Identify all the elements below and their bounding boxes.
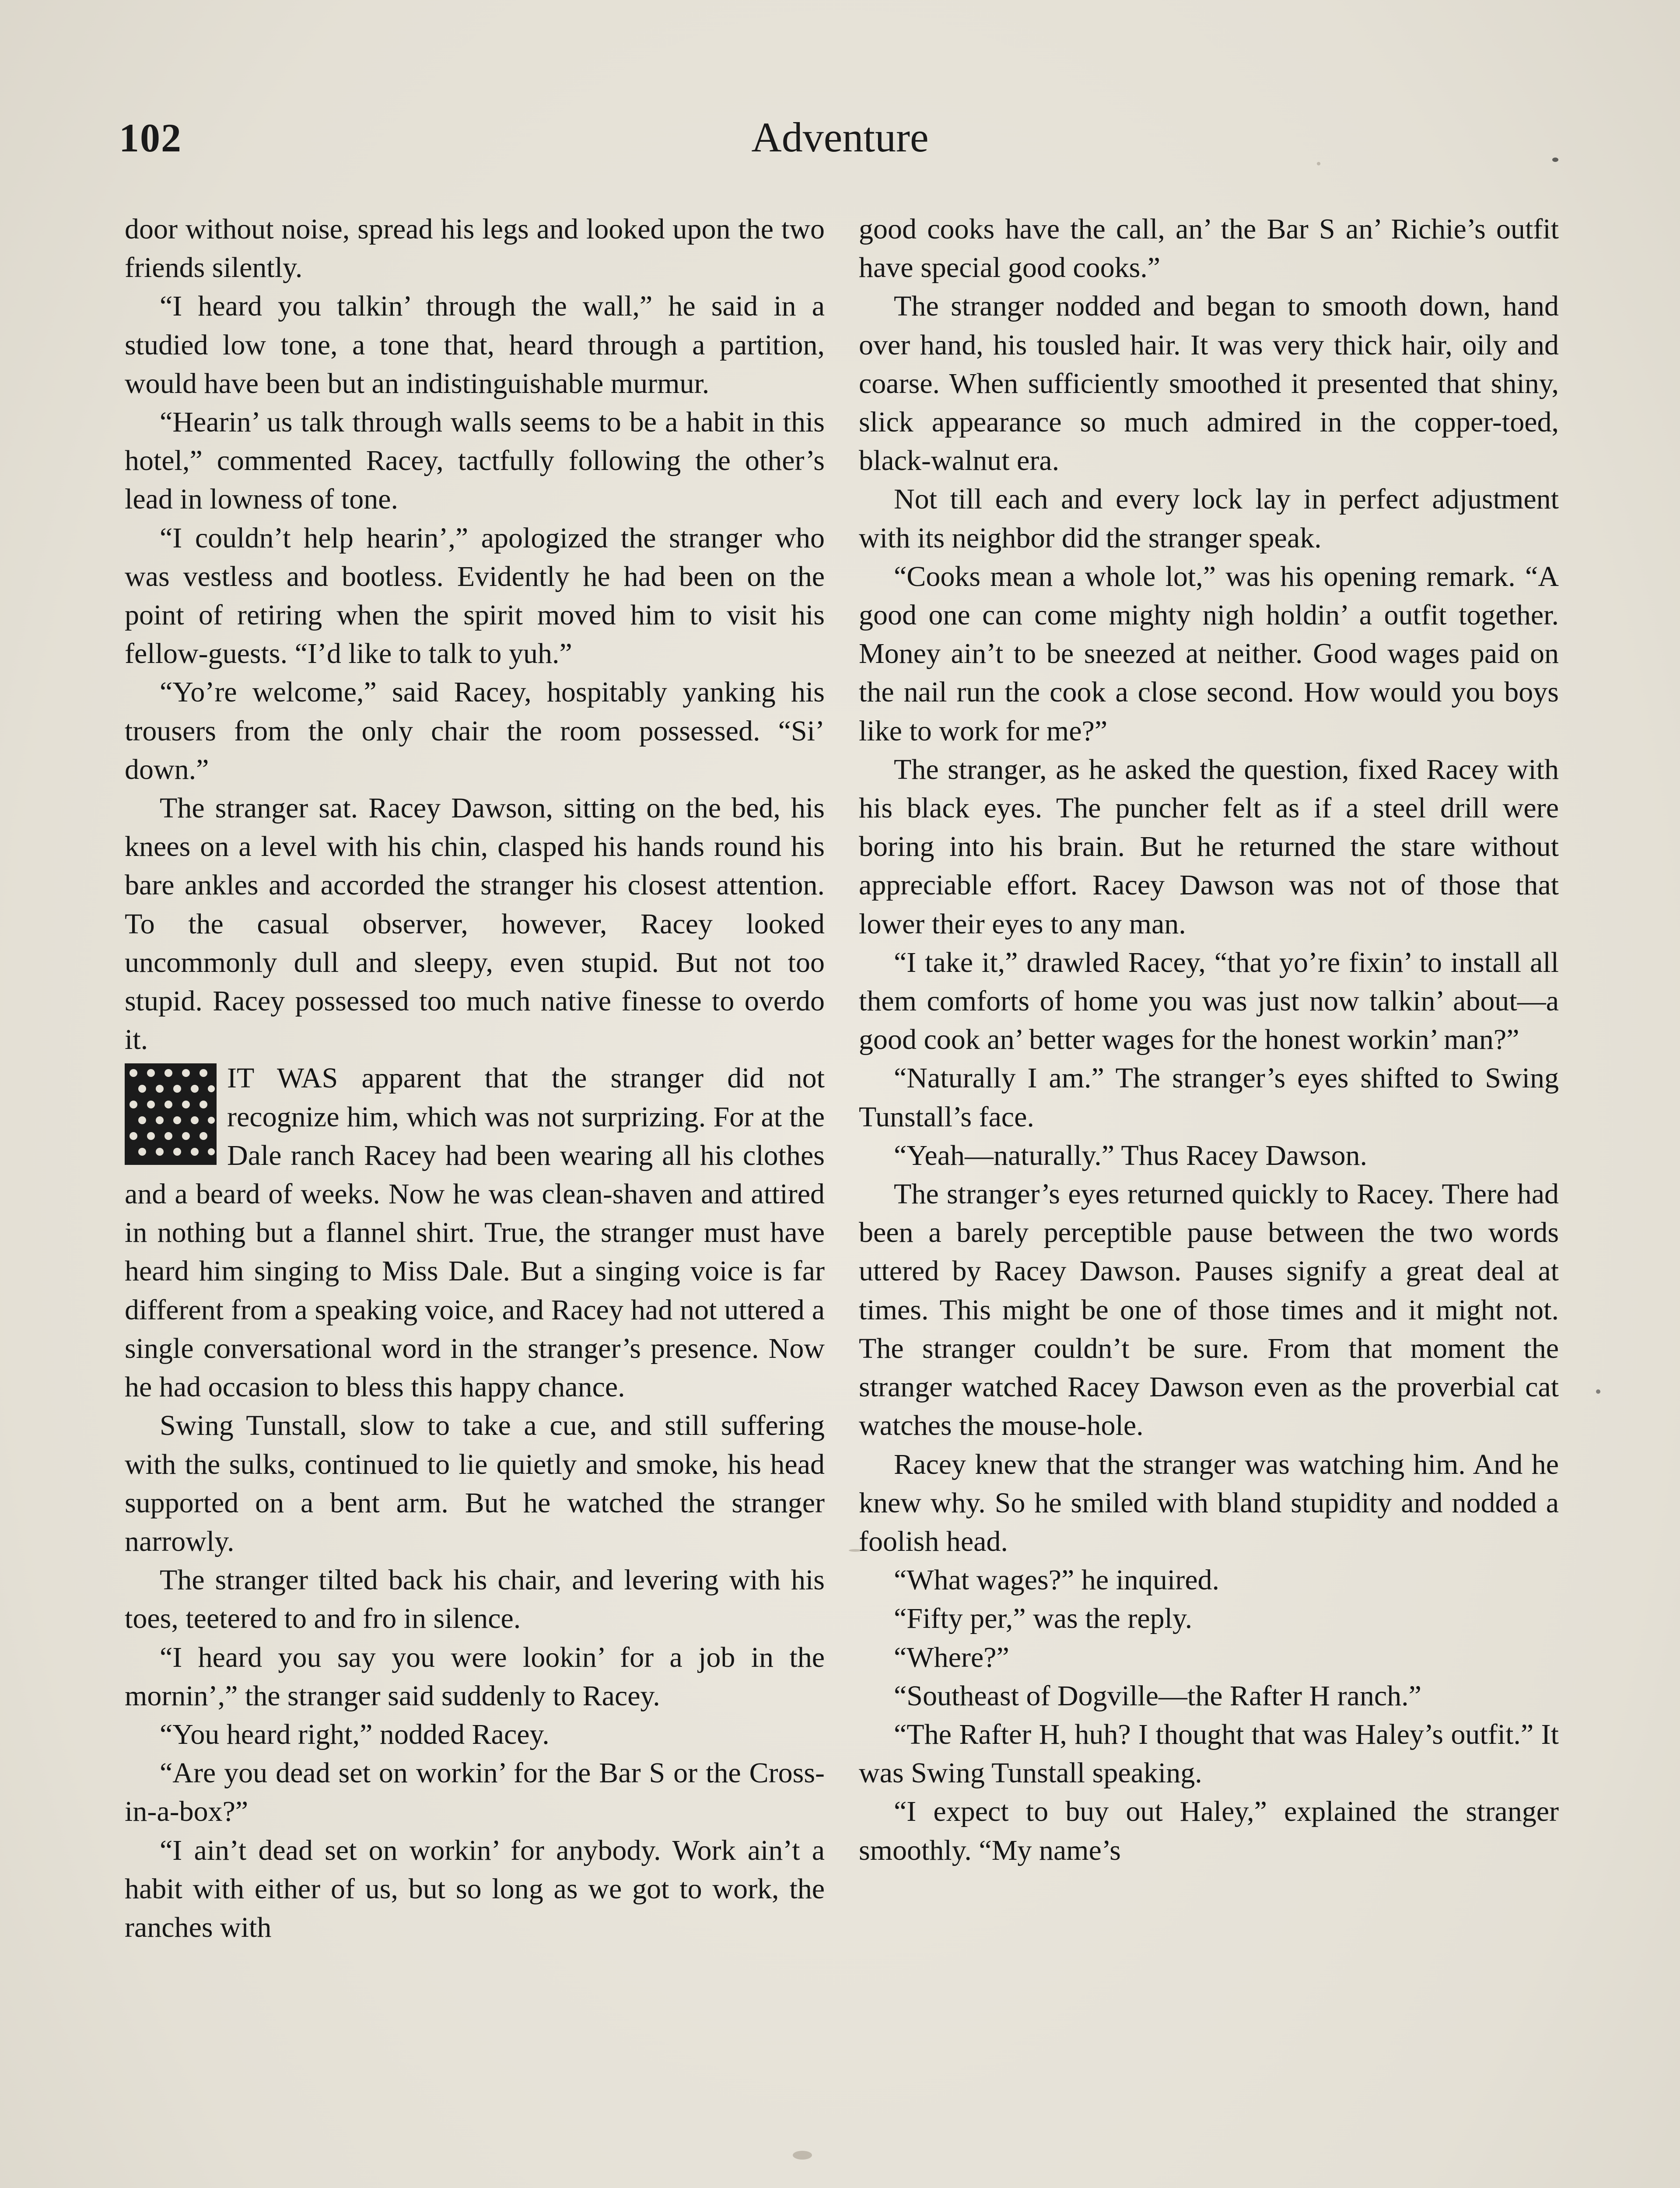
paragraph: good cooks have the call, an’ the Bar S an’ Richie’s outfit have special good cooks.” xyxy=(859,213,1559,284)
paragraph: door without noise, spread his legs and looked upon the two friends silently. xyxy=(125,213,825,284)
paragraph: “I heard you say you were lookin’ for a job in the mornin’,” the stranger said suddenly to Racey. xyxy=(125,1641,825,1712)
paragraph: “Southeast of Dogville—the Rafter H ranch.” xyxy=(894,1680,1421,1712)
paragraph: The stranger’s eyes returned quickly to Racey. There had been a barely perceptible pause between the two words uttered by Racey Dawson. Pauses signify a great deal at times. This might be one of those times and it might not. The stranger couldn’t be sure. From that moment the stranger watched Racey Dawson even as the proverbial cat watches the mouse-hole. xyxy=(859,1178,1559,1442)
paragraph: “The Rafter H, huh? I thought that was Haley’s outfit.” It was Swing Tunstall speaking. xyxy=(859,1718,1559,1789)
paragraph-section-start: IT WAS apparent that the stranger did not recognize him, which was not surprizing. For at the Dale ranch Racey had been wearing all his clothes and a beard of weeks. Now he was clean-shaven and attired in nothing but a flannel shirt. True, the stranger must have heard him singing to Miss Dale. But a singing voice is far different from a speaking voice, and Racey had not uttered a single conversational word in the stranger’s presence. Now he had occasion to bless this happy chance. xyxy=(125,1062,825,1403)
left-column xyxy=(125,210,825,1947)
paragraph: “Hearin’ us talk through walls seems to be a habit in this hotel,” commented Racey, tactfully following the other’s lead in lowness of tone. xyxy=(125,406,825,515)
paragraph: “Yo’re welcome,” said Racey, hospitably yanking his trousers from the only chair the room possessed. “Si’ down.” xyxy=(125,676,825,785)
paragraph: “I couldn’t help hearin’,” apologized the stranger who was vestless and bootless. Evidently he had been on the point of retiring when the spirit moved him to visit his fellow-guests. “I’d like to talk to yuh.” xyxy=(125,522,825,670)
paragraph: The stranger, as he asked the question, fixed Racey with his black eyes. The puncher felt as if a steel drill were boring into his brain. But he returned the stare without appreciable effort. Racey Dawson was not of those that lower their eyes to any man. xyxy=(859,753,1559,940)
paragraph: Racey knew that the stranger was watching him. And he knew why. So he smiled with bland stupidity and nodded a foolish head. xyxy=(859,1448,1559,1557)
paragraph: “I heard you talkin’ through the wall,” he said in a studied low tone, a tone that, heard through a partition, would have been but an indistinguishable murmur. xyxy=(125,290,825,400)
paragraph: “Where?” xyxy=(894,1641,1009,1673)
running-title: Adventure xyxy=(751,114,929,161)
paragraph: “Fifty per,” was the reply. xyxy=(894,1602,1193,1635)
paper-speck xyxy=(1317,162,1320,165)
paragraph: “What wages?” he inquired. xyxy=(894,1564,1219,1596)
paragraph: “I take it,” drawled Racey, “that yo’re fixin’ to install all them comforts of home you was just now talkin’ about—a good cook an’ better wages for the honest workin’ man?” xyxy=(859,946,1559,1056)
paragraph: “You heard right,” nodded Racey. xyxy=(160,1718,550,1750)
paragraph: “Naturally I am.” The stranger’s eyes shifted to Swing Tunstall’s face. xyxy=(859,1062,1559,1133)
paragraph: The stranger sat. Racey Dawson, sitting on the bed, his knees on a level with his chin, clasped his hands round his bare ankles and accorded the stranger his closest attention. To the casual observer, however, Racey looked uncommonly dull and sleepy, even stupid. But not too stupid. Racey possessed too much native finesse to overdo it. xyxy=(125,792,825,1056)
paragraph: The stranger nodded and began to smooth down, hand over hand, his tousled hair. It was very thick hair, oily and coarse. When sufficiently smoothed it presented that shiny, slick appearance so much admired in the copper-toed, black-walnut era. xyxy=(859,290,1559,477)
paragraph: “I expect to buy out Haley,” explained the stranger smoothly. “My name’s xyxy=(859,1795,1559,1866)
drop-cap-ornament xyxy=(125,1063,217,1165)
paragraph: “I ain’t dead set on workin’ for anybody. Work ain’t a habit with either of us, but so long as we got to work, the ranches with xyxy=(125,1834,825,1943)
paragraph: Not till each and every lock lay in perfect adjustment with its neighbor did the stranger speak. xyxy=(859,483,1559,554)
paper-speck xyxy=(1596,1389,1600,1394)
paragraph: “Cooks mean a whole lot,” was his opening remark. “A good one can come mighty nigh holdin’ a outfit together. Money ain’t to be sneezed at neither. Good wages paid on the nail run the cook a close second. How would you boys like to work for me?” xyxy=(859,560,1559,747)
paragraph: The stranger tilted back his chair, and levering with his toes, teetered to and fro in silence. xyxy=(125,1564,825,1635)
paragraph: “Yeah—naturally.” Thus Racey Dawson. xyxy=(894,1139,1368,1171)
paragraph: Swing Tunstall, slow to take a cue, and still suffering with the sulks, continued to lie quietly and smoke, his head supported on a bent arm. But he watched the stranger narrowly. xyxy=(125,1410,825,1557)
paper-smudge xyxy=(793,2151,812,2160)
right-column xyxy=(859,210,1559,1870)
page-number: 102 xyxy=(119,116,182,160)
paragraph: “Are you dead set on workin’ for the Bar S or the Cross-in-a-box?” xyxy=(125,1757,825,1828)
